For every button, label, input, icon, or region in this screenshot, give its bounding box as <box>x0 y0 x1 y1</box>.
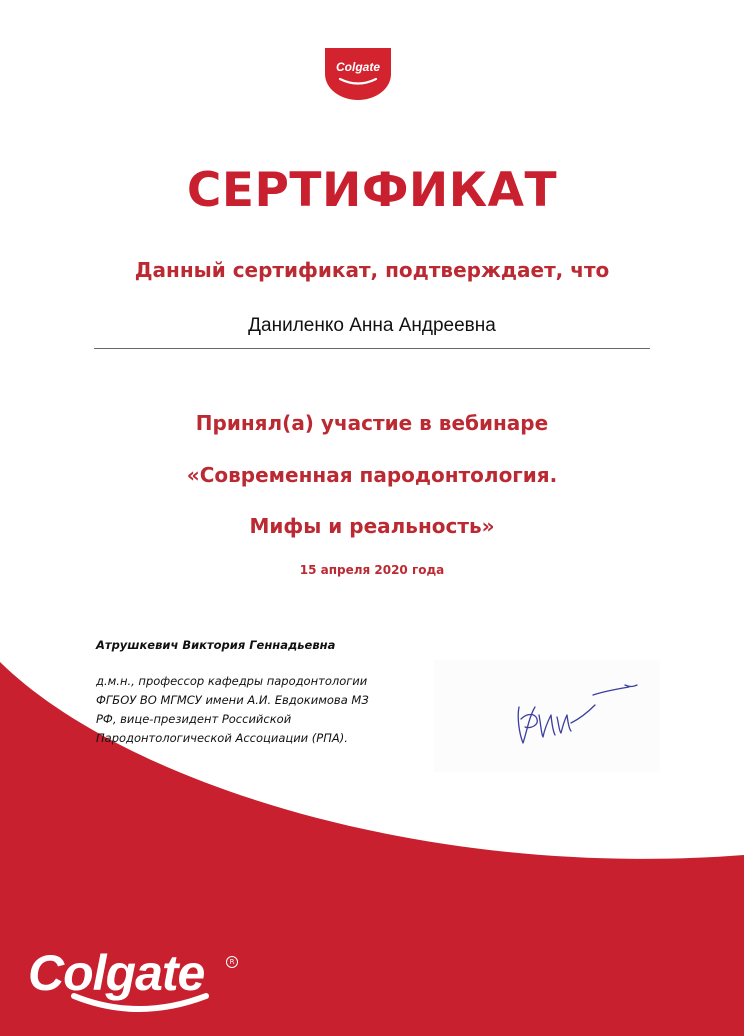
credentials-line: РФ, вице-президент Российской <box>96 712 292 726</box>
signer-credentials <box>96 672 406 748</box>
certificate-title: СЕРТИФИКАТ <box>186 163 558 218</box>
credentials-line: д.м.н., профессор кафедры пародонтологии <box>96 674 368 688</box>
webinar-title-line1: «Современная пародонтология. <box>186 463 558 487</box>
name-underline <box>94 348 650 349</box>
bottom-logo-text: Colgate <box>28 945 205 1001</box>
colgate-bottom-logo <box>28 946 238 1022</box>
recipient-name: Даниленко Анна Андреевна <box>248 315 496 336</box>
credentials-line: ФГБОУ ВО МГМСУ имени А.И. Евдокимова МЗ <box>96 693 369 707</box>
top-logo-text: Colgate <box>335 60 380 74</box>
handwritten-signature <box>505 673 645 753</box>
confirm-text: Данный сертификат, подтверждает, что <box>134 258 610 282</box>
smile-swoosh-icon <box>28 990 238 1022</box>
colgate-top-logo <box>323 48 393 100</box>
participation-text: Принял(а) участие в вебинаре <box>195 411 549 435</box>
registered-mark-icon: R <box>226 956 238 968</box>
signer-name: Атрушкевич Виктория Геннадьевна <box>96 638 336 652</box>
webinar-title-line2: Мифы и реальность» <box>249 514 495 538</box>
webinar-date: 15 апреля 2020 года <box>299 563 445 577</box>
credentials-line: Пародонтологической Ассоциации (РПА). <box>96 731 348 745</box>
